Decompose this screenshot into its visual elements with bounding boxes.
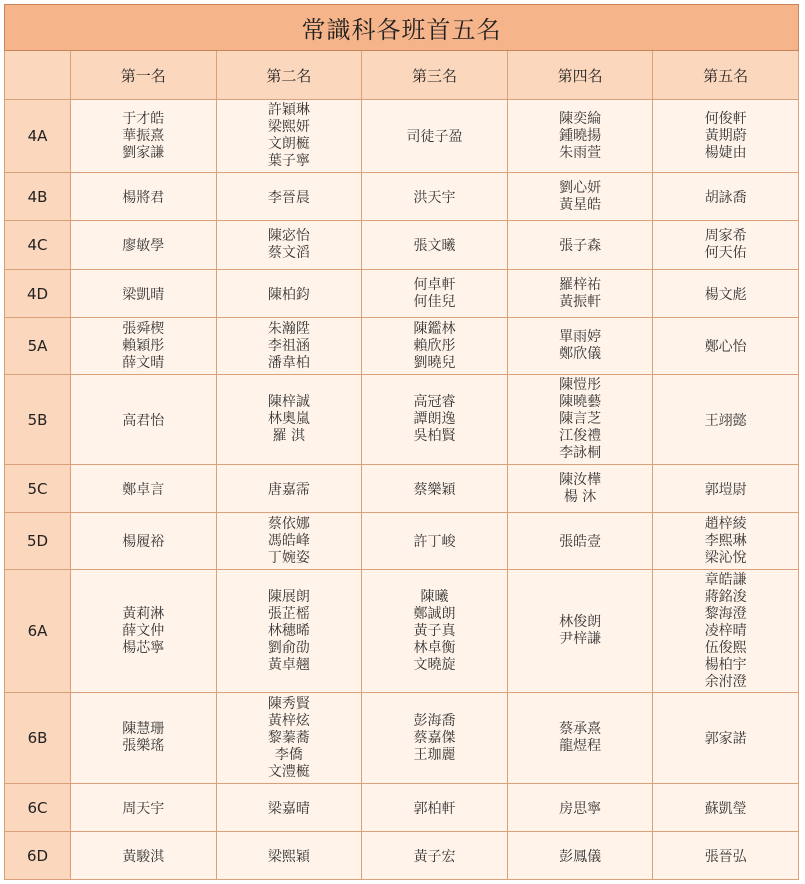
student-list — [559, 238, 601, 255]
student-name: 張芷榣 — [267, 605, 310, 622]
student-name: 蔡嘉傑 — [413, 729, 456, 746]
table-row — [5, 375, 799, 465]
student-name: 劉家謙 — [122, 144, 165, 161]
student-name: 梁沁悅 — [704, 549, 747, 566]
rank-5-cell — [653, 465, 799, 513]
rank-1-cell — [71, 784, 217, 832]
rank-2-cell — [216, 570, 362, 693]
student-name: 周家希 — [704, 228, 747, 244]
student-list — [705, 190, 747, 207]
student-name: 梁凱晴 — [122, 286, 165, 303]
student-list — [559, 111, 601, 162]
student-list — [268, 394, 310, 445]
student-name: 洪天宇 — [413, 189, 456, 206]
student-name: 于才皓 — [122, 110, 165, 127]
student-list — [413, 589, 455, 674]
student-name: 周天宇 — [122, 800, 165, 817]
student-list — [406, 129, 462, 146]
student-list — [122, 482, 164, 499]
student-list — [705, 849, 747, 866]
student-list — [268, 287, 310, 304]
student-list — [559, 277, 601, 311]
rank-4-cell — [507, 832, 653, 880]
student-list — [705, 413, 747, 430]
student-name: 梁嘉晴 — [267, 800, 310, 817]
rank-5-cell — [653, 832, 799, 880]
class-label: 5C — [5, 465, 71, 513]
student-name: 楊文彪 — [704, 286, 747, 303]
student-name: 江俊禮 — [559, 428, 602, 444]
student-name: 高君怡 — [122, 412, 165, 429]
header-rank-2: 第二名 — [216, 51, 362, 100]
rank-2-cell — [216, 832, 362, 880]
student-name: 鄭卓言 — [122, 481, 165, 498]
table-row — [5, 270, 799, 318]
student-name: 唐嘉霈 — [267, 481, 310, 498]
table-row — [5, 318, 799, 375]
table-row — [5, 693, 799, 784]
student-name: 黎蓁蕎 — [267, 729, 310, 746]
student-name: 黎海澄 — [704, 605, 747, 622]
student-name: 陳梓誠 — [267, 394, 310, 410]
student-list — [122, 721, 164, 755]
rank-3-cell — [362, 100, 508, 173]
student-name: 梁熙穎 — [267, 848, 310, 865]
header-row — [5, 51, 799, 100]
student-list — [705, 287, 747, 304]
student-name: 趙梓綾 — [704, 515, 747, 532]
student-name: 郭塏尉 — [704, 481, 747, 498]
student-name: 黃梓炫 — [267, 712, 310, 729]
student-name: 林奧嵐 — [267, 411, 310, 427]
student-name: 黃星皓 — [559, 196, 602, 213]
student-name: 張晉弘 — [704, 848, 747, 865]
student-name: 劉俞劭 — [267, 639, 310, 656]
student-name: 黃振軒 — [559, 293, 602, 310]
header-rank-5: 第五名 — [653, 51, 799, 100]
student-name: 林卓衡 — [413, 639, 456, 656]
rank-3-cell — [362, 784, 508, 832]
student-name: 文澧榳 — [267, 763, 310, 780]
student-list — [122, 238, 164, 255]
student-list — [705, 801, 747, 818]
rank-4-cell — [507, 570, 653, 693]
class-label: 4D — [5, 270, 71, 318]
rank-5-cell — [653, 375, 799, 465]
student-list — [268, 482, 310, 499]
student-list — [268, 102, 310, 170]
student-name: 龍煜程 — [559, 738, 602, 754]
student-name: 王珈麗 — [413, 746, 456, 763]
student-name: 鄭誠朗 — [413, 605, 456, 622]
rank-1-cell — [71, 570, 217, 693]
student-name: 王翊懿 — [704, 412, 747, 429]
student-list — [122, 606, 164, 657]
student-name: 梁熙妍 — [267, 119, 310, 135]
student-name: 陳鑑林 — [413, 320, 456, 337]
class-label: 5D — [5, 513, 71, 570]
student-list — [559, 801, 601, 818]
student-name: 華振熹 — [122, 127, 165, 144]
rank-3-cell — [362, 270, 508, 318]
student-name: 陳愷彤 — [559, 377, 602, 393]
student-name: 陳曦 — [420, 588, 449, 605]
class-label: 6C — [5, 784, 71, 832]
student-name: 黃駿淇 — [122, 848, 165, 865]
student-list — [122, 190, 164, 207]
rank-4-cell — [507, 784, 653, 832]
student-name: 劉曉兒 — [413, 354, 456, 371]
student-name: 郭家諾 — [704, 731, 747, 747]
rank-5-cell — [653, 100, 799, 173]
student-list — [268, 801, 310, 818]
class-label: 6A — [5, 570, 71, 693]
student-name: 黃子真 — [413, 622, 456, 639]
student-name: 楊履裕 — [122, 534, 165, 550]
student-name: 胡詠喬 — [704, 189, 747, 206]
student-list — [122, 534, 164, 551]
rank-1-cell — [71, 221, 217, 270]
student-name: 林俊朗 — [559, 614, 602, 630]
student-list — [122, 321, 164, 372]
header-rank-1: 第一名 — [71, 51, 217, 100]
student-list — [559, 534, 601, 551]
student-name: 楊 沐 — [563, 488, 597, 505]
student-list — [559, 329, 601, 363]
student-list — [705, 339, 747, 356]
student-list — [122, 849, 164, 866]
student-name: 許丁峻 — [413, 534, 456, 550]
student-name: 房思寧 — [559, 800, 602, 817]
student-name: 陳展朗 — [267, 588, 310, 605]
student-name: 章皓謙 — [704, 571, 747, 588]
student-name: 何天佑 — [704, 245, 747, 261]
header-corner — [5, 51, 71, 100]
rank-2-cell — [216, 221, 362, 270]
student-name: 高冠睿 — [413, 394, 456, 410]
student-name: 林穗晞 — [267, 622, 310, 639]
rank-2-cell — [216, 465, 362, 513]
class-label: 4C — [5, 221, 71, 270]
rank-4-cell — [507, 270, 653, 318]
class-label: 4A — [5, 100, 71, 173]
rank-5-cell — [653, 173, 799, 221]
student-name: 張文曦 — [413, 238, 456, 254]
student-name: 鄭心怡 — [704, 339, 747, 355]
student-name: 文曉旋 — [413, 656, 456, 673]
rank-5-cell — [653, 270, 799, 318]
student-list — [559, 849, 601, 866]
student-name: 朱雨萱 — [559, 144, 602, 161]
student-name: 陳言芝 — [559, 411, 602, 427]
student-name: 陳曉藝 — [559, 394, 602, 410]
table-row — [5, 465, 799, 513]
student-name: 郭柏軒 — [413, 800, 456, 817]
table-row — [5, 513, 799, 570]
student-name: 何佳兒 — [413, 293, 456, 310]
rank-2-cell — [216, 784, 362, 832]
rank-1-cell — [71, 100, 217, 173]
student-name: 薛文仲 — [122, 622, 165, 639]
student-name: 何卓軒 — [413, 276, 456, 293]
class-label: 4B — [5, 173, 71, 221]
student-list — [705, 228, 747, 262]
rank-3-cell — [362, 375, 508, 465]
rank-2-cell — [216, 318, 362, 375]
student-name: 陳汝樺 — [559, 471, 602, 488]
student-list — [413, 238, 455, 255]
student-name: 張樂瑤 — [122, 738, 165, 754]
rank-5-cell — [653, 513, 799, 570]
student-name: 薛文晴 — [122, 354, 165, 371]
student-name: 陳慧珊 — [122, 721, 165, 737]
student-list — [705, 516, 747, 567]
rank-4-cell — [507, 318, 653, 375]
rank-5-cell — [653, 318, 799, 375]
student-name: 單雨婷 — [559, 329, 602, 345]
rank-2-cell — [216, 513, 362, 570]
student-name: 廖敏學 — [122, 238, 165, 254]
student-name: 蔡樂穎 — [413, 481, 456, 498]
student-name: 鄭欣儀 — [559, 346, 602, 362]
rank-4-cell — [507, 693, 653, 784]
rank-1-cell — [71, 513, 217, 570]
student-name: 蔡承熹 — [559, 721, 602, 737]
rank-4-cell — [507, 100, 653, 173]
student-name: 何俊軒 — [704, 110, 747, 127]
student-list — [122, 413, 164, 430]
student-list — [559, 377, 601, 462]
rank-4-cell — [507, 375, 653, 465]
student-name: 黃期蔚 — [704, 127, 747, 144]
student-list — [268, 516, 310, 567]
student-list — [122, 801, 164, 818]
student-list — [413, 713, 455, 764]
student-name: 賴欣彤 — [413, 337, 456, 354]
rank-2-cell — [216, 375, 362, 465]
rank-1-cell — [71, 465, 217, 513]
student-name: 蔣銘浚 — [704, 588, 747, 605]
student-name: 葉子寧 — [267, 153, 310, 169]
rank-5-cell — [653, 570, 799, 693]
student-name: 彭鳳儀 — [559, 848, 602, 865]
student-name: 賴穎彤 — [122, 337, 165, 354]
student-name: 許穎琳 — [267, 102, 310, 118]
rank-4-cell — [507, 173, 653, 221]
student-name: 陳秀賢 — [267, 695, 310, 712]
rank-1-cell — [71, 375, 217, 465]
rank-4-cell — [507, 513, 653, 570]
student-name: 黃莉淋 — [122, 605, 165, 622]
student-name: 馮皓峰 — [267, 532, 310, 549]
student-list — [268, 589, 310, 674]
table-row — [5, 832, 799, 880]
rank-3-cell — [362, 465, 508, 513]
student-name: 余泭澄 — [704, 673, 747, 690]
rank-3-cell — [362, 693, 508, 784]
student-list — [705, 482, 747, 499]
student-name: 陳宓怡 — [267, 228, 310, 244]
rank-3-cell — [362, 570, 508, 693]
student-name: 丁婉姿 — [267, 549, 310, 566]
rank-2-cell — [216, 270, 362, 318]
table-title: 常識科各班首五名 — [5, 5, 799, 51]
rank-4-cell — [507, 465, 653, 513]
rank-1-cell — [71, 318, 217, 375]
student-name: 黃卓翹 — [267, 656, 310, 673]
student-list — [413, 534, 455, 551]
rank-1-cell — [71, 173, 217, 221]
student-name: 李詠桐 — [559, 445, 602, 461]
rank-1-cell — [71, 693, 217, 784]
student-name: 黃子宏 — [413, 848, 456, 865]
student-list — [122, 111, 164, 162]
student-name: 楊將君 — [122, 189, 165, 206]
header-rank-4: 第四名 — [507, 51, 653, 100]
rank-3-cell — [362, 173, 508, 221]
student-name: 尹梓謙 — [559, 631, 602, 647]
rank-2-cell — [216, 100, 362, 173]
rank-3-cell — [362, 221, 508, 270]
student-name: 李熙琳 — [704, 532, 747, 549]
table-row — [5, 784, 799, 832]
class-label: 6B — [5, 693, 71, 784]
student-list — [705, 111, 747, 162]
rank-1-cell — [71, 832, 217, 880]
student-list — [413, 801, 455, 818]
student-name: 伍俊熙 — [704, 639, 747, 656]
rank-3-cell — [362, 513, 508, 570]
table-row — [5, 173, 799, 221]
student-name: 陳奕綸 — [559, 110, 602, 127]
rank-5-cell — [653, 693, 799, 784]
table-row — [5, 100, 799, 173]
student-name: 楊芯寧 — [122, 639, 165, 656]
student-name: 李晉晨 — [267, 189, 310, 206]
class-label: 5A — [5, 318, 71, 375]
table-row — [5, 221, 799, 270]
student-name: 朱瀚陞 — [267, 320, 310, 337]
table-body — [5, 100, 799, 880]
student-list — [559, 472, 601, 506]
rank-4-cell — [507, 221, 653, 270]
student-name: 劉心妍 — [559, 179, 602, 196]
class-label: 5B — [5, 375, 71, 465]
student-list — [413, 849, 455, 866]
student-name: 司徒子盈 — [406, 129, 463, 145]
student-list — [559, 614, 601, 648]
header-rank-3: 第三名 — [362, 51, 508, 100]
student-list — [413, 190, 455, 207]
rank-3-cell — [362, 832, 508, 880]
rank-1-cell — [71, 270, 217, 318]
rank-2-cell — [216, 173, 362, 221]
student-list — [705, 572, 747, 691]
student-name: 彭海喬 — [413, 712, 456, 729]
table-row — [5, 570, 799, 693]
class-label: 6D — [5, 832, 71, 880]
student-name: 吳柏賢 — [413, 428, 456, 444]
honor-table — [4, 4, 799, 880]
student-list — [559, 180, 601, 214]
student-name: 鍾曉揚 — [559, 127, 602, 144]
student-name: 蔡依娜 — [267, 515, 310, 532]
student-name: 楊柏宇 — [704, 656, 747, 673]
student-name: 張舜楔 — [122, 320, 165, 337]
student-name: 楊婕由 — [704, 144, 747, 161]
student-list — [705, 731, 747, 748]
student-name: 李僑 — [274, 746, 303, 763]
student-list — [268, 190, 310, 207]
student-name: 蘇凱瑩 — [704, 800, 747, 817]
student-name: 羅梓祐 — [559, 276, 602, 293]
student-name: 羅 淇 — [272, 428, 306, 444]
rank-2-cell — [216, 693, 362, 784]
student-name: 文朗榳 — [267, 136, 310, 152]
student-list — [413, 277, 455, 311]
student-list — [268, 321, 310, 372]
student-list — [268, 228, 310, 262]
student-list — [413, 482, 455, 499]
student-name: 蔡文滔 — [267, 245, 310, 261]
student-name: 張子森 — [559, 238, 602, 254]
student-name: 潘韋柏 — [267, 354, 310, 371]
rank-5-cell — [653, 221, 799, 270]
student-name: 陳柏鈞 — [267, 286, 310, 303]
student-list — [122, 287, 164, 304]
student-list — [413, 321, 455, 372]
student-list — [268, 696, 310, 781]
student-list — [268, 849, 310, 866]
student-list — [413, 394, 455, 445]
rank-3-cell — [362, 318, 508, 375]
rank-5-cell — [653, 784, 799, 832]
student-name: 李祖涵 — [267, 337, 310, 354]
student-list — [559, 721, 601, 755]
student-name: 張皓壹 — [559, 534, 602, 550]
student-name: 譚朗逸 — [413, 411, 456, 427]
student-name: 凌梓晴 — [704, 622, 747, 639]
